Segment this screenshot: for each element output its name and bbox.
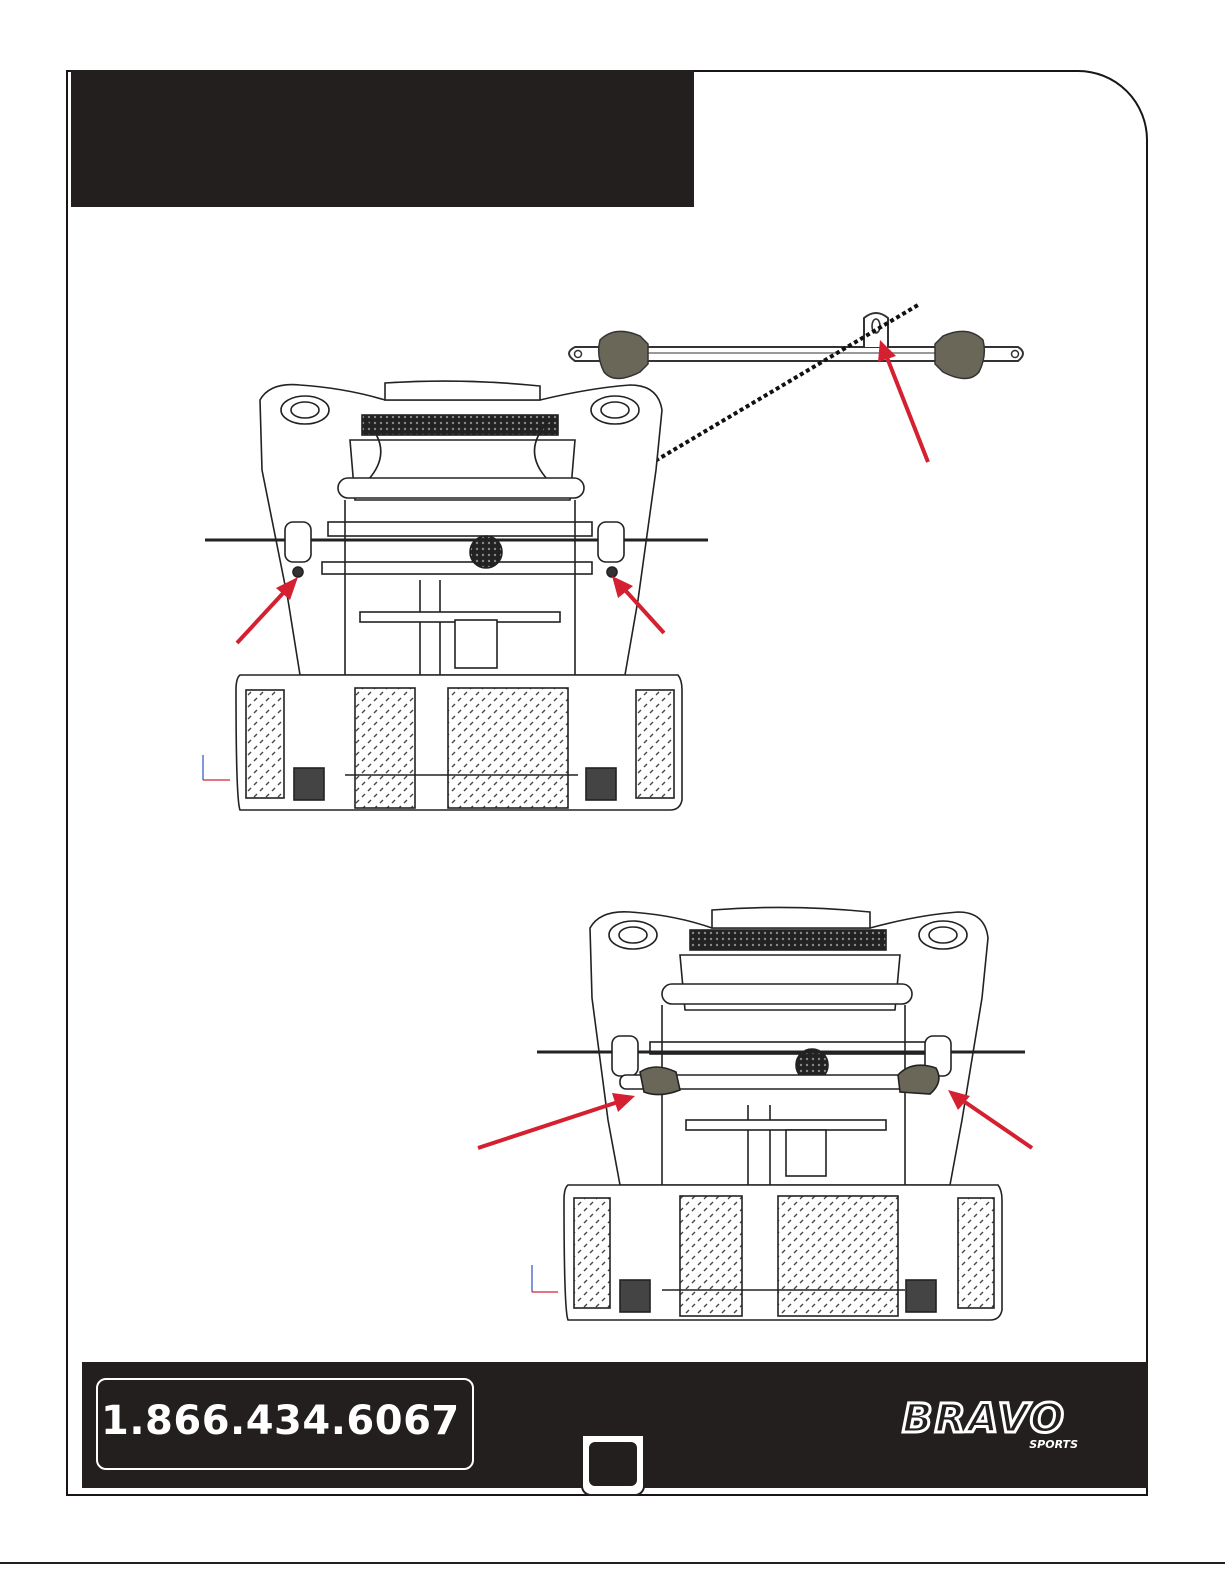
kart-rear-view-step2 [537,907,1025,1320]
kart-axis-marker-2 [532,1265,558,1292]
brand-sub: SPORTS [1029,1438,1078,1451]
support-phone-number: 1.866.434.6067 [101,1398,460,1444]
bottom-rule [0,1562,1225,1564]
brand-name: BRAVO [902,1396,1066,1442]
bravo-sports-logo [866,1396,1098,1452]
kart-axis-marker [203,755,230,780]
page-number-box [589,1442,637,1486]
